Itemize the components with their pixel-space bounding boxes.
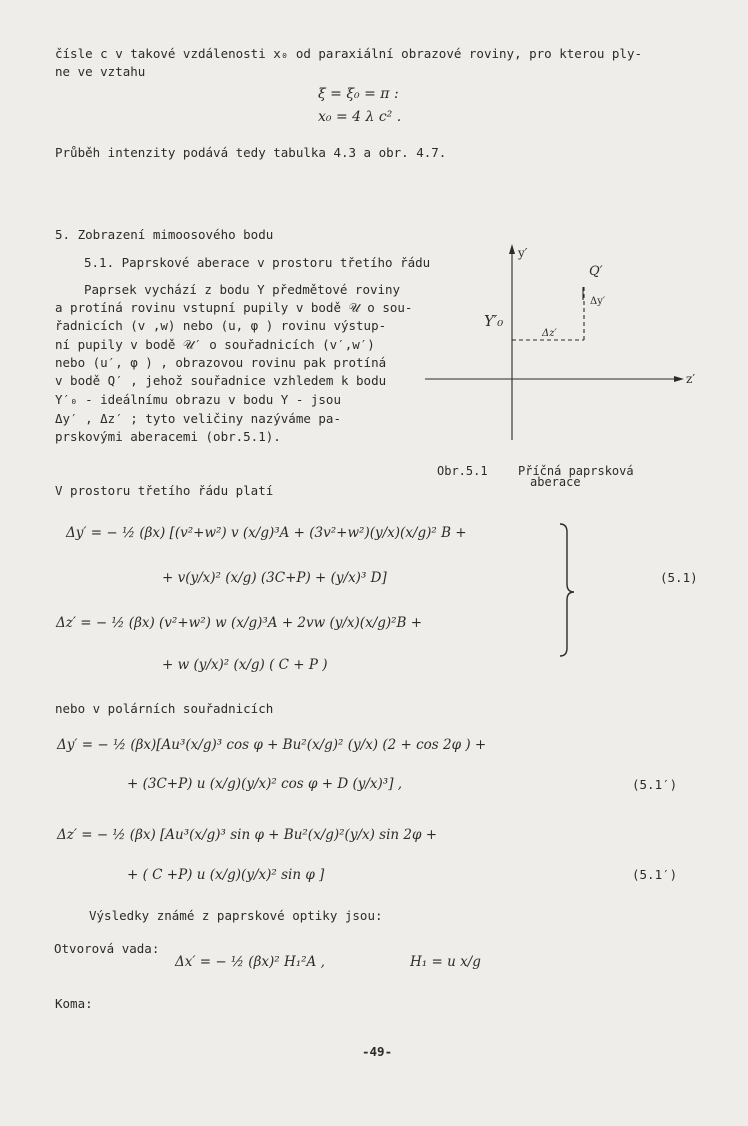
results-line: Výsledky známé z paprskové optiky jsou: — [89, 908, 383, 923]
paragraph-line: Paprsek vychází z bodu Y předmětové roviny — [84, 282, 401, 297]
section-subheading: 5.1. Paprskové aberace v prostoru třetího řádu — [84, 255, 431, 270]
intensity-line: Průběh intenzity podává tedy tabulka 4.3 a obr. 4.7. — [55, 145, 447, 160]
paragraph-line: řadnicích (v ,w) nebo (u, φ ) rovinu výstup- — [55, 318, 387, 333]
figure-caption-number: Obr.5.1 — [437, 464, 488, 478]
equation-brace — [560, 524, 574, 656]
eq-5-1-dz-line-2: + w (y/x)² (x/g) ( C + P ) — [162, 657, 328, 673]
paragraph-line: prskovými aberacemi (obr.5.1). — [55, 429, 281, 444]
aperture-equation: Δx′ = − ½ (βx)² H₁²A , — [175, 954, 325, 970]
q-point-label: Q′ — [589, 264, 603, 279]
eq-5-1p-label-2: (5.1′) — [632, 867, 678, 882]
eq-5-1p-dz-line-1: Δz′ = − ½ (βx) [Au³(x/g)³ sin φ + Bu²(x/g)²(y/x) sin 2φ + — [57, 827, 438, 843]
z-axis-arrow — [674, 376, 684, 382]
eq-5-1p-label-1: (5.1′) — [632, 777, 678, 792]
dz-label: Δz′ — [542, 328, 557, 339]
eq-5-1-label: (5.1) — [660, 570, 698, 585]
eq-5-1-dy-line-2: + v(y/x)² (x/g) (3C+P) + (y/x)³ D] — [162, 570, 387, 586]
aperture-label: Otvorová vada: — [54, 941, 160, 956]
intro-line-1: čísle c v takové vzdálenosti x₀ od paraxiální obrazové roviny, pro kterou ply- — [55, 46, 642, 61]
figure-caption-line-2: aberace — [530, 475, 581, 489]
paragraph-line: a protíná rovinu vstupní pupily v bodě 𝒰 o sou- — [55, 300, 413, 315]
dy-label: Δy′ — [590, 296, 606, 307]
polar-intro: nebo v polárních souřadnicích — [55, 701, 274, 716]
y0-label: Y′₀ — [484, 312, 504, 330]
paragraph-line: v bodě Q′ , jehož souřadnice vzhledem k bodu — [55, 373, 387, 388]
y-axis-label: y′ — [518, 246, 528, 260]
eq-5-1-dy-line-1: Δy′ = − ½ (βx) [(v²+w²) v (x/g)³A + (3v²+w²)(y/x)(x/g)² B + — [66, 525, 467, 541]
page-number: -49- — [362, 1044, 393, 1059]
eq-5-1p-dy-line-2: + (3C+P) u (x/g)(y/x)² cos φ + D (y/x)³] , — [127, 776, 403, 792]
third-order-line: V prostoru třetího řádu platí — [55, 483, 274, 498]
paragraph-line: Y′₀ - ideálnímu obrazu v bodu Y - jsou — [55, 392, 341, 407]
y-axis-arrow — [509, 244, 515, 254]
z-axis-label: z′ — [686, 372, 696, 386]
intro-line-2: ne ve vztahu — [55, 64, 146, 79]
relation-eq-1: ξ = ξ₀ = π : — [318, 86, 399, 102]
paragraph-line: ní pupily v bodě 𝒰′ o souřadnicích (v′,w′) — [55, 337, 375, 352]
eq-5-1p-dz-line-2: + ( C +P) u (x/g)(y/x)² sin φ ] — [127, 867, 325, 883]
section-heading: 5. Zobrazení mimoosového bodu — [55, 227, 274, 242]
relation-eq-2: x₀ = 4 λ c² . — [318, 109, 402, 125]
coma-label: Koma: — [55, 996, 93, 1011]
eq-5-1-dz-line-1: Δz′ = − ½ (βx) (v²+w²) w (x/g)³A + 2vw (y/x)(x/g)²B + — [56, 615, 423, 631]
figure-caption-line-1: Příčná paprsková — [518, 464, 634, 478]
aperture-h1-equation: H₁ = u x/g — [410, 954, 481, 970]
paragraph-line: nebo (u′, φ ) , obrazovou rovinu pak protíná — [55, 355, 387, 370]
eq-5-1p-dy-line-1: Δy′ = − ½ (βx)[Au³(x/g)³ cos φ + Bu²(x/g)² (y/x) (2 + cos 2φ ) + — [57, 737, 487, 753]
paragraph-line: Δy′ , Δz′ ; tyto veličiny nazýváme pa- — [55, 411, 341, 426]
